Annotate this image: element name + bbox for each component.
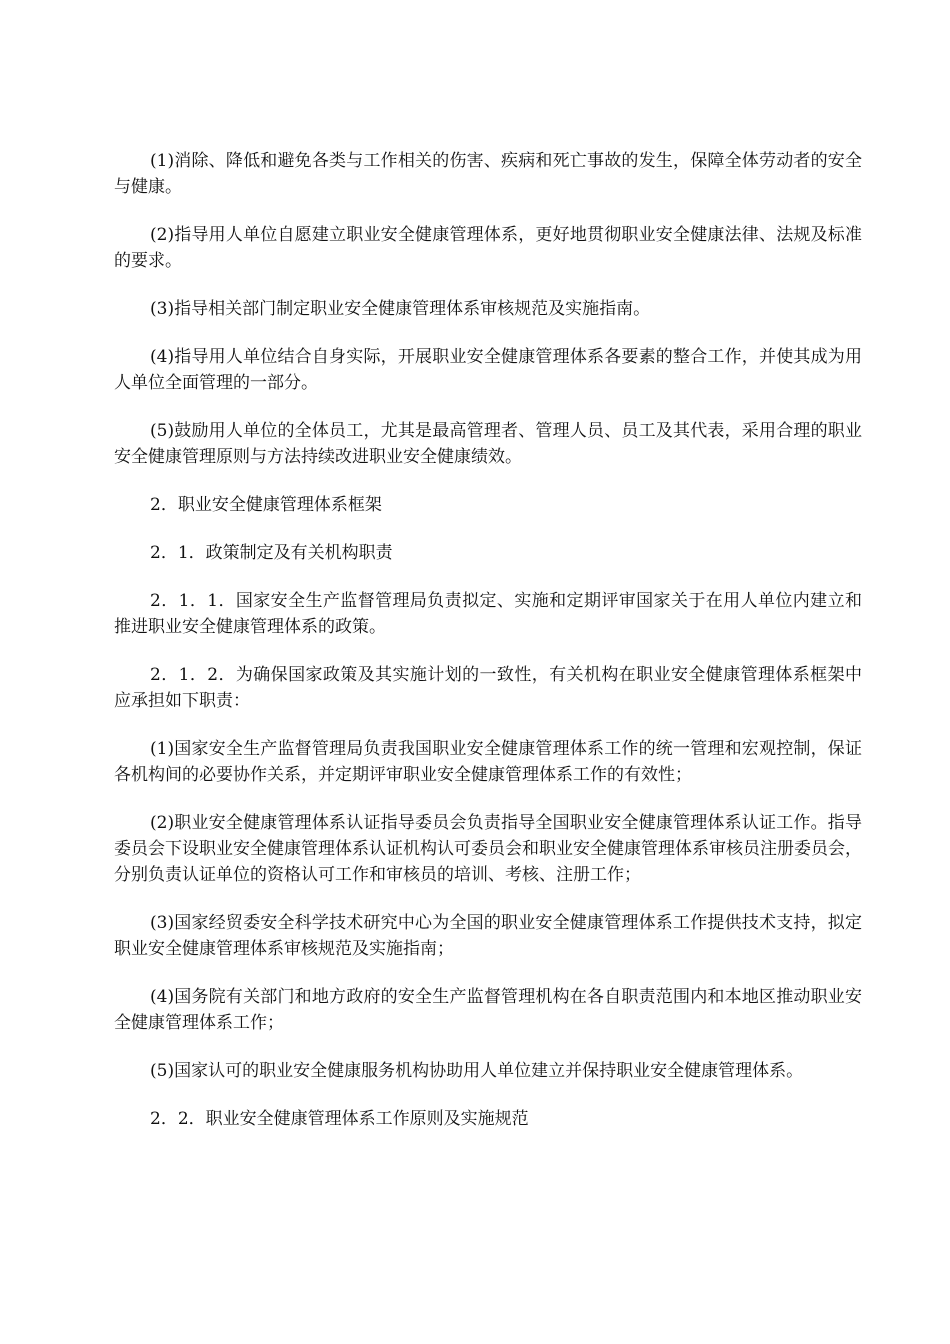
paragraph-2-1-1: 2．1．1．国家安全生产监督管理局负责拟定、实施和定期评审国家关于在用人单位内建立和推进职业安全健康管理体系的政策。: [114, 591, 862, 637]
paragraph-objective-4: (4)指导用人单位结合自身实际，开展职业安全健康管理体系各要素的整合工作，并使其成为用人单位全面管理的一部分。: [114, 347, 862, 393]
paragraph-duty-5: (5)国家认可的职业安全健康服务机构协助用人单位建立并保持职业安全健康管理体系。: [150, 1061, 804, 1081]
paragraph-2-1-2: 2．1．2．为确保国家政策及其实施计划的一致性，有关机构在职业安全健康管理体系框架中应承担如下职责：: [114, 665, 862, 711]
paragraph-objective-2: (2)指导用人单位自愿建立职业安全健康管理体系，更好地贯彻职业安全健康法律、法规及标准的要求。: [114, 225, 862, 271]
section-heading-2-2: 2．2．职业安全健康管理体系工作原则及实施规范: [150, 1109, 529, 1129]
paragraph-objective-3: (3)指导相关部门制定职业安全健康管理体系审核规范及实施指南。: [150, 299, 651, 319]
paragraph-duty-2: (2)职业安全健康管理体系认证指导委员会负责指导全国职业安全健康管理体系认证工作。指导委员会下设职业安全健康管理体系认证机构认可委员会和职业安全健康管理体系审核员注册委员会，分别负责认证单位的资格认可工作和审核员的培训、考核、注册工作；: [114, 813, 862, 885]
document-body: [114, 148, 862, 1154]
paragraph-duty-4: (4)国务院有关部门和地方政府的安全生产监督管理机构在各自职责范围内和本地区推动职业安全健康管理体系工作；: [114, 987, 862, 1033]
section-heading-2: 2．职业安全健康管理体系框架: [150, 495, 382, 515]
paragraph-duty-1: (1)国家安全生产监督管理局负责我国职业安全健康管理体系工作的统一管理和宏观控制，保证各机构间的必要协作关系，并定期评审职业安全健康管理体系工作的有效性；: [114, 739, 862, 785]
paragraph-duty-3: (3)国家经贸委安全科学技术研究中心为全国的职业安全健康管理体系工作提供技术支持，拟定职业安全健康管理体系审核规范及实施指南；: [114, 913, 862, 959]
section-heading-2-1: 2．1．政策制定及有关机构职责: [150, 543, 393, 563]
paragraph-objective-5: (5)鼓励用人单位的全体员工，尤其是最高管理者、管理人员、员工及其代表，采用合理的职业安全健康管理原则与方法持续改进职业安全健康绩效。: [114, 421, 862, 467]
paragraph-objective-1: (1)消除、降低和避免各类与工作相关的伤害、疾病和死亡事故的发生，保障全体劳动者的安全与健康。: [114, 151, 862, 197]
